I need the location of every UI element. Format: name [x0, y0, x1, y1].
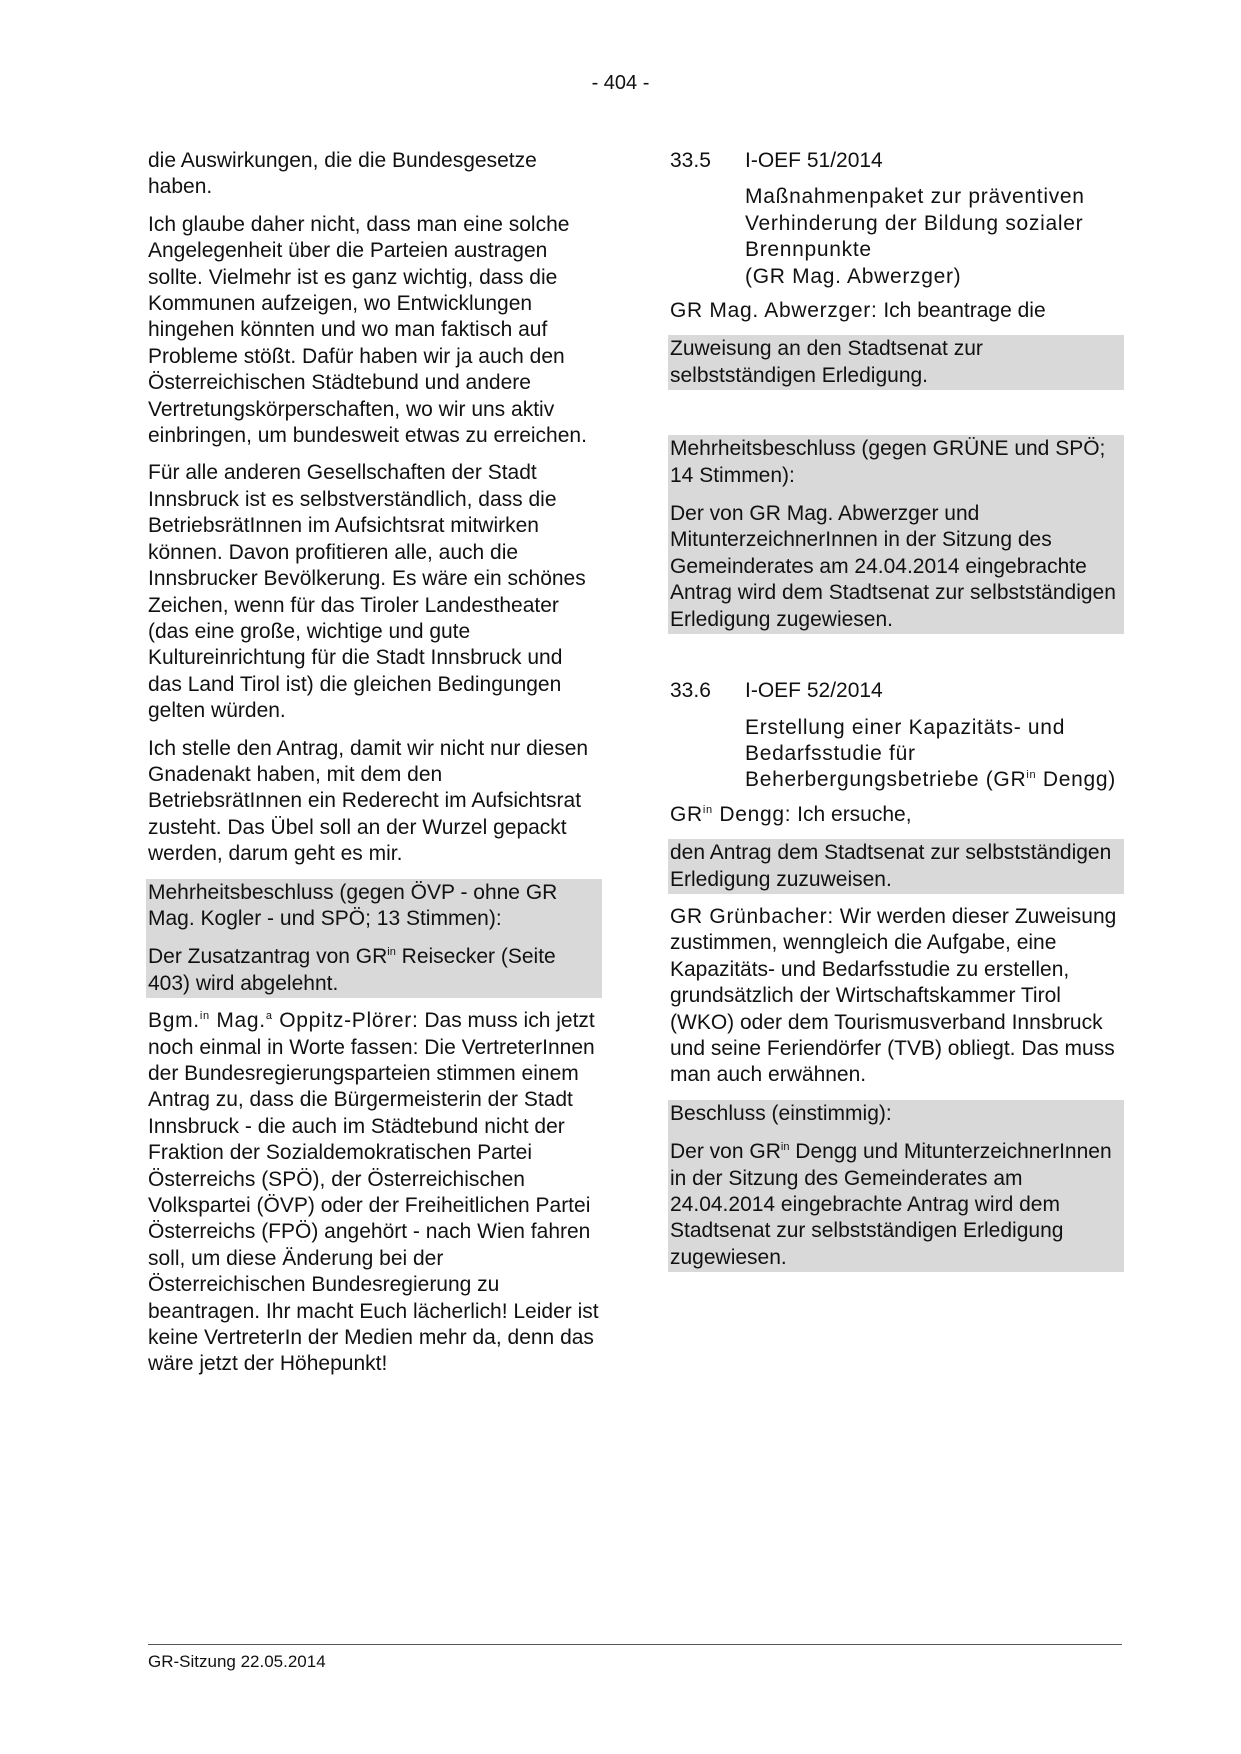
item-heading — [670, 678, 1122, 704]
item-heading — [670, 148, 1122, 174]
decision-box — [668, 435, 1124, 634]
item-title: Maßnahmenpaket zur präventiven Verhinderung der Bildung sozialer Brennpunkte (GR Mag. Abwerzger) — [745, 185, 1085, 288]
speech-paragraph: GR Mag. Abwerzger: Ich beantrage die — [670, 299, 1046, 323]
item-number: 33.5 — [670, 149, 711, 172]
left-column — [148, 148, 600, 1389]
decision-heading: Mehrheitsbeschluss (gegen GRÜNE und SPÖ; 14 Stimmen): — [670, 437, 1106, 487]
motion-text: Zuweisung an den Stadtsenat zur selbstständigen Erledigung. — [670, 337, 983, 387]
speech-paragraph: $GR^{in}$ Dengg: Ich ersuche, — [670, 802, 912, 826]
item-code: I-OEF 51/2014 — [745, 149, 883, 172]
speaker-name: GR Grünbacher: — [670, 904, 834, 928]
item-code: I-OEF 52/2014 — [745, 679, 883, 703]
motion-box — [668, 839, 1124, 894]
footer-divider — [148, 1644, 1122, 1645]
paragraph: Ich glaube daher nicht, dass man eine solche Angelegenheit über die Parteien austragen sollte. Vielmehr ist es ganz wichtig, dass die Kommunen aufzeigen, wo Entwicklungen hingehen könnten und wo man faktisch auf Probleme stößt. Dafür haben wir ja auch den Österreichischen Städtebund und andere Vertretungskörperschaften, wo wir uns aktiv einbringen, um bundesweit etwas zu erreichen. — [148, 212, 587, 448]
item-number: 33.6 — [670, 679, 711, 703]
speaker-name: Bgm.$^{in}$ Mag.$^a$ Oppitz-Plörer: — [148, 1009, 419, 1033]
motion-box — [668, 335, 1124, 390]
page-number: - 404 - — [591, 72, 650, 94]
speaker-name: GR Mag. Abwerzger: — [670, 299, 878, 323]
speech-paragraph: GR Grünbacher: Wir werden dieser Zuweisung zustimmen, wenngleich die Aufgabe, eine Kapazitäts- und Bedarfsstudie zu erstellen, grundsätzlich der Wirtschaftskammer Tirol (WKO) oder dem Tourismusverband Innsbruck und seine Feriendörfer (TVB) obliegt. Das muss man auch erwähnen. — [670, 904, 1117, 1087]
decision-box — [146, 879, 602, 999]
paragraph: die Auswirkungen, die die Bundesgesetze haben. — [148, 149, 537, 199]
paragraph: Für alle anderen Gesellschaften der Stadt Innsbruck ist es selbstverständlich, dass die BetriebsrätInnen im Aufsichtsrat mitwirken können. Davon profitieren alle, auch die Innsbrucker Bevölkerung. Es wäre ein schönes Zeichen, wenn für das Tiroler Landestheater (das eine große, wichtige und gute Kultureinrichtung für die Stadt Innsbruck und das Land Tirol ist) die gleichen Bedingungen gelten würden. — [148, 461, 586, 723]
decision-box — [668, 1100, 1124, 1272]
paragraph: Ich stelle den Antrag, damit wir nicht nur diesen Gnadenakt haben, mit dem den BetriebsrätInnen ein Rederecht im Aufsichtsrat zusteht. Das Übel soll an der Wurzel gepackt werden, darum geht es mir. — [148, 736, 589, 866]
decision-text: Der von $GR^{in}$ Dengg und MitunterzeichnerInnen in der Sitzung des Gemeinderates am 24.04.2014 eingebrachte Antrag wird dem Stadtsenat zur selbstständigen Erledigung zugewiesen. — [670, 1140, 1112, 1269]
speaker-name: $GR^{in}$ Dengg: — [670, 802, 792, 826]
decision-text: Der von GR Mag. Abwerzger und MitunterzeichnerInnen in der Sitzung des Gemeinderates am 24.04.2014 eingebrachte Antrag wird dem Stadtsenat zur selbstständigen Erledigung zugewiesen. — [670, 502, 1116, 631]
decision-heading: Mehrheitsbeschluss (gegen ÖVP - ohne GR Mag. Kogler - und SPÖ; 13 Stimmen): — [148, 880, 558, 930]
right-column — [670, 148, 1122, 1272]
decision-heading: Beschluss (einstimmig): — [670, 1101, 892, 1125]
decision-text: Der Zusatzantrag von $GR^{in}$ Reisecker (Seite 403) wird abgelehnt. — [148, 945, 556, 995]
speech-paragraph: Bgm.$^{in}$ Mag.$^a$ Oppitz-Plörer: Das muss ich jetzt noch einmal in Worte fassen: Die VertreterInnen der Bundesregierungsparteien stimmen einem Antrag zu, dass die Bürgermeisterin der Stadt Innsbruck - die auch im Städtebund nicht der Fraktion der Sozialdemokratischen Partei Österreichs (SPÖ), der Österreichischen Volkspartei (ÖVP) oder der Freiheitlichen Partei Österreichs (FPÖ) angehört - nach Wien fahren soll, um diese Änderung bei der Österreichischen Bundesregierung zu beantragen. Ihr macht Euch lächerlich! Leider ist keine VertreterIn der Medien mehr da, denn das wäre jetzt der Höhepunkt! — [148, 1009, 599, 1376]
motion-text: den Antrag dem Stadtsenat zur selbstständigen Erledigung zuzuweisen. — [670, 841, 1112, 891]
footer: GR-Sitzung 22.05.2014 — [148, 1652, 326, 1671]
item-title: Erstellung einer Kapazitäts- und Bedarfsstudie für Beherbergungsbetriebe ($GR^{in}$ Dengg) — [745, 715, 1116, 792]
